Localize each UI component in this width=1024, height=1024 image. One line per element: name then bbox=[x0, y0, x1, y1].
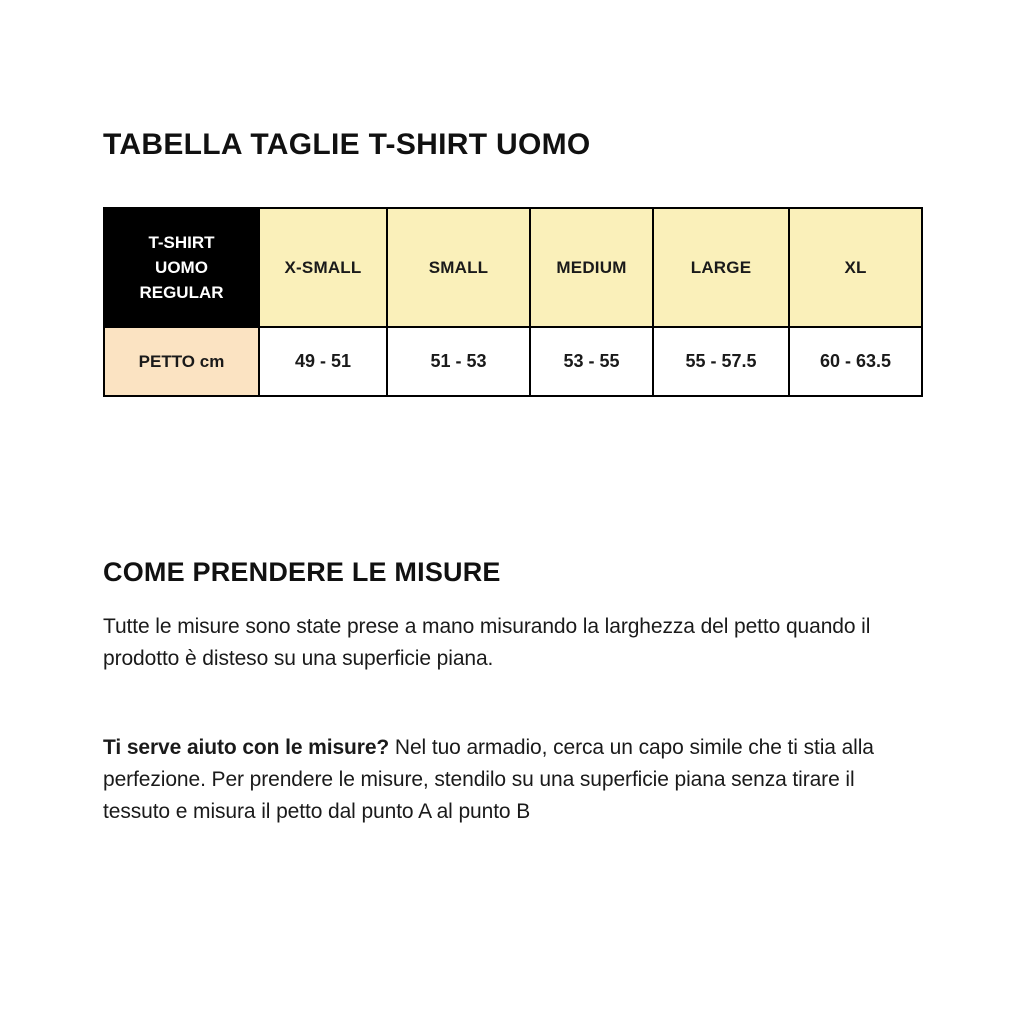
size-header-medium: MEDIUM bbox=[530, 208, 653, 327]
measure-description: Tutte le misure sono state prese a mano misurando la larghezza del petto quando il prodotto è disteso su una superficie piana. bbox=[103, 615, 871, 670]
size-table-measure-row bbox=[104, 327, 922, 396]
petto-value-xl: 60 - 63.5 bbox=[789, 327, 922, 396]
size-header-large: LARGE bbox=[653, 208, 789, 327]
corner-cell-label: T-SHIRT UOMO REGULAR bbox=[139, 233, 224, 302]
measure-row-label: PETTO cm bbox=[104, 327, 259, 396]
size-table-header-row bbox=[104, 208, 922, 327]
petto-value-large: 55 - 57.5 bbox=[653, 327, 789, 396]
measure-help-text: Nel tuo armadio, cerca un capo simile che ti stia alla perfezione. Per prendere le misure, stendilo su una superficie piana senza tirare il tessuto e misura il petto dal punto A al punto B bbox=[103, 736, 874, 823]
petto-value-small: 51 - 53 bbox=[387, 327, 530, 396]
size-table-corner-cell bbox=[104, 208, 259, 327]
size-header-xsmall: X-SMALL bbox=[259, 208, 387, 327]
size-table bbox=[103, 207, 923, 397]
petto-value-medium: 53 - 55 bbox=[530, 327, 653, 396]
size-header-small: SMALL bbox=[387, 208, 530, 327]
petto-value-xsmall: 49 - 51 bbox=[259, 327, 387, 396]
size-header-xl: XL bbox=[789, 208, 922, 327]
section-title: COME PRENDERE LE MISURE bbox=[103, 557, 501, 587]
page-title: TABELLA TAGLIE T-SHIRT UOMO bbox=[103, 128, 591, 161]
measure-help-question: Ti serve aiuto con le misure? bbox=[103, 736, 390, 759]
measure-help bbox=[103, 732, 915, 828]
